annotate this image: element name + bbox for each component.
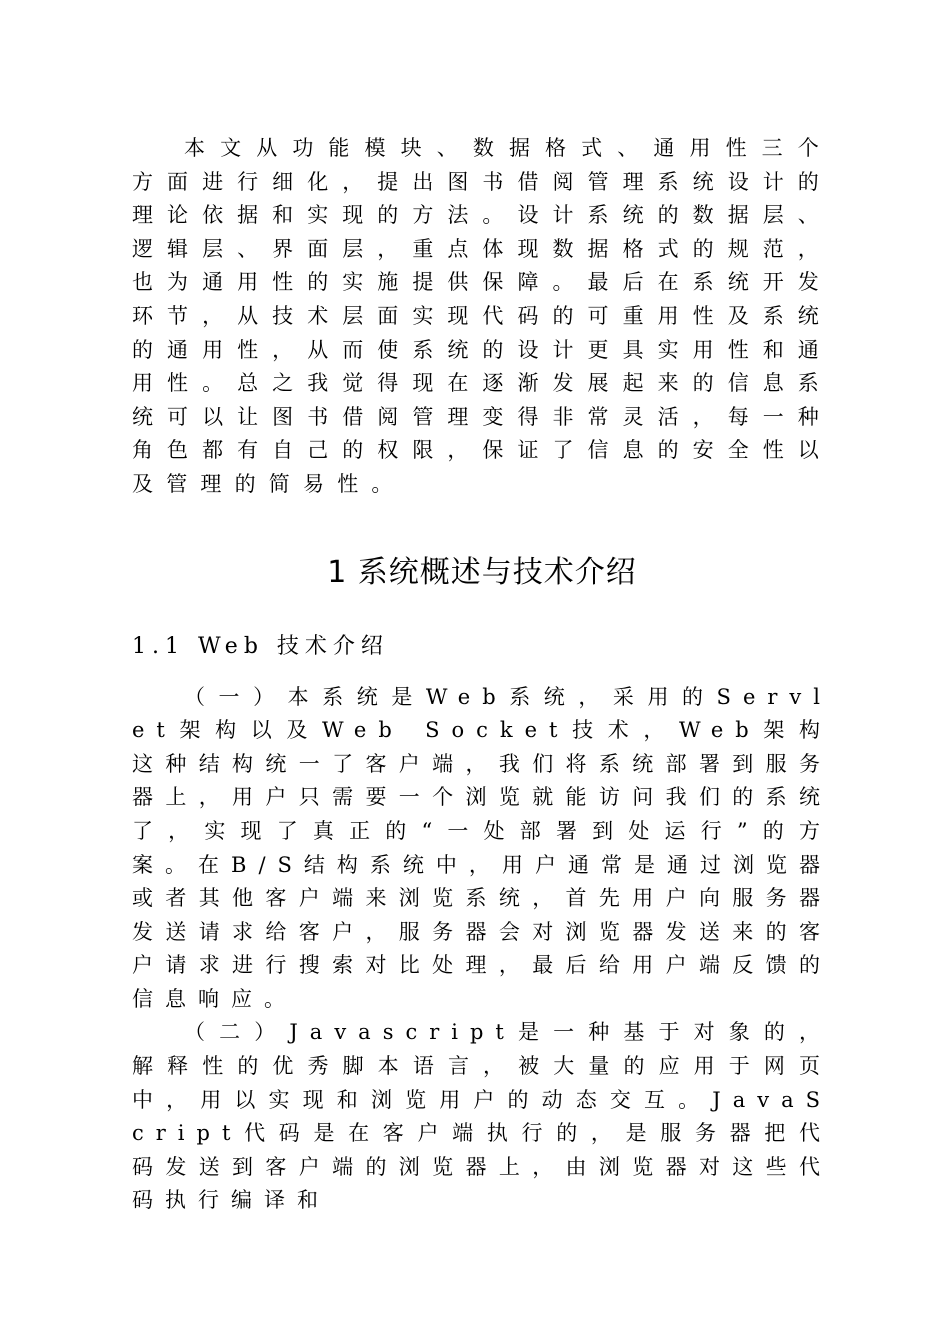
section-heading: 1.1 Web 技术介绍 — [132, 633, 389, 659]
body-paragraph-2: （二）Javascript是一种基于对象的，解释性的优秀脚本语言，被大量的应用于网页中，用以实现和浏览用户的动态交互。JavaScript代码是在客户端执行的，是服务器把代码发送到客户端的浏览器上，由浏览器对这些代码执行编译和 — [132, 1020, 832, 1213]
document-page — [132, 132, 832, 1218]
intro-paragraph: 本文从功能模块、数据格式、通用性三个方面进行细化，提出图书借阅管理系统设计的理论依据和实现的方法。设计系统的数据层、逻辑层、界面层，重点体现数据格式的规范，也为通用性的实施提供保障。最后在系统开发环节，从技术层面实现代码的可重用性及系统的通用性，从而使系统的设计更具实用性和通用性。总之我觉得现在逐渐发展起来的信息系统可以让图书借阅管理变得非常灵活，每一种角色都有自己的权限，保证了信息的安全性以及管理的简易性。 — [132, 136, 832, 496]
chapter-title: 1 系统概述与技术介绍 — [327, 554, 637, 590]
body-paragraph-1: （一）本系统是Web系统，采用的Servlet架构以及Web Socket技术，Web架构这种结构统一了客户端，我们将系统部署到服务器上，用户只需要一个浏览就能访问我们的系统了，实现了真正的“一处部署到处运行”的方案。在B/S结构系统中，用户通常是通过浏览器或者其他客户端来浏览系统，首先用户向服务器发送请求给客户，服务器会对浏览器发送来的客户请求进行搜索对比处理，最后给用户端反馈的信息响应。 — [132, 684, 832, 1011]
